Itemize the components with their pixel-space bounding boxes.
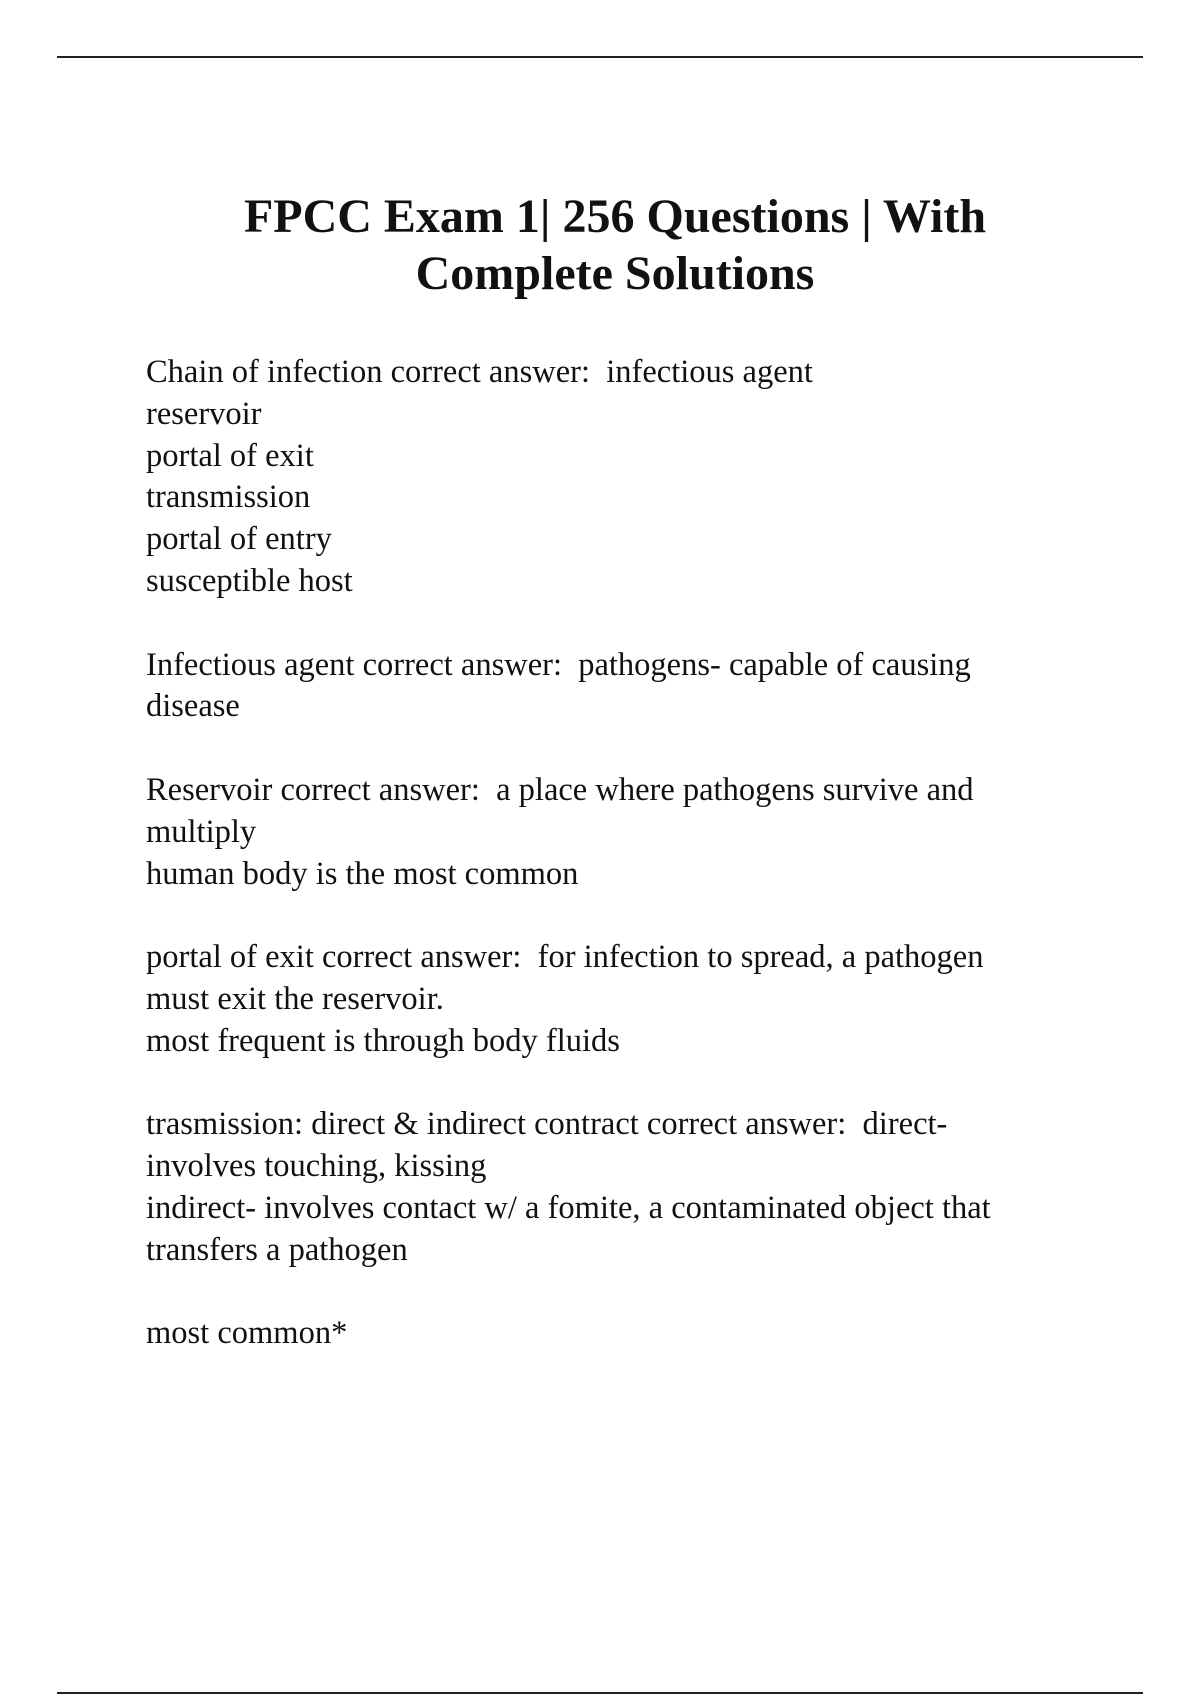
entry-line: must exit the reservoir. bbox=[146, 980, 444, 1017]
footer-rule bbox=[57, 1692, 1143, 1694]
entry-line: Reservoir correct answer: a place where pathogens survive and bbox=[146, 771, 974, 808]
entry-line: indirect- involves contact w/ a fomite, a contaminated object that bbox=[146, 1189, 991, 1226]
qa-entry-reservoir bbox=[146, 770, 1146, 895]
entry-line: involves touching, kissing bbox=[146, 1148, 487, 1185]
qa-entry-infectious-agent bbox=[146, 645, 1146, 729]
qa-entry-chain-of-infection bbox=[146, 352, 1146, 603]
document-title bbox=[100, 188, 1130, 302]
qa-entry-most-common bbox=[146, 1313, 1146, 1355]
entry-line: susceptible host bbox=[146, 562, 353, 599]
entry-line: Infectious agent correct answer: pathogens- capable of causing bbox=[146, 646, 971, 683]
entry-line: transmission bbox=[146, 479, 311, 516]
title-line-1: FPCC Exam 1| 256 Questions | With bbox=[243, 190, 987, 243]
qa-entry-transmission bbox=[146, 1104, 1146, 1271]
entry-line: most common* bbox=[146, 1315, 348, 1352]
entry-line: multiply bbox=[146, 813, 257, 850]
entry-line: most frequent is through body fluids bbox=[146, 1022, 620, 1059]
entry-line: Chain of infection correct answer: infectious agent bbox=[146, 354, 813, 390]
entry-line: human body is the most common bbox=[146, 855, 579, 892]
entry-line: disease bbox=[146, 688, 240, 725]
document-body bbox=[146, 352, 1146, 1397]
header-rule bbox=[57, 56, 1143, 58]
entry-line: portal of exit correct answer: for infection to spread, a pathogen bbox=[146, 939, 984, 976]
entry-line: transfers a pathogen bbox=[146, 1231, 408, 1268]
entry-line: reservoir bbox=[146, 395, 262, 432]
entry-line: portal of exit bbox=[146, 437, 314, 474]
qa-entry-portal-of-exit bbox=[146, 937, 1146, 1062]
entry-line: trasmission: direct & indirect contract correct answer: direct- bbox=[146, 1106, 948, 1143]
entry-line: portal of entry bbox=[146, 521, 332, 558]
title-line-2: Complete Solutions bbox=[415, 247, 815, 300]
